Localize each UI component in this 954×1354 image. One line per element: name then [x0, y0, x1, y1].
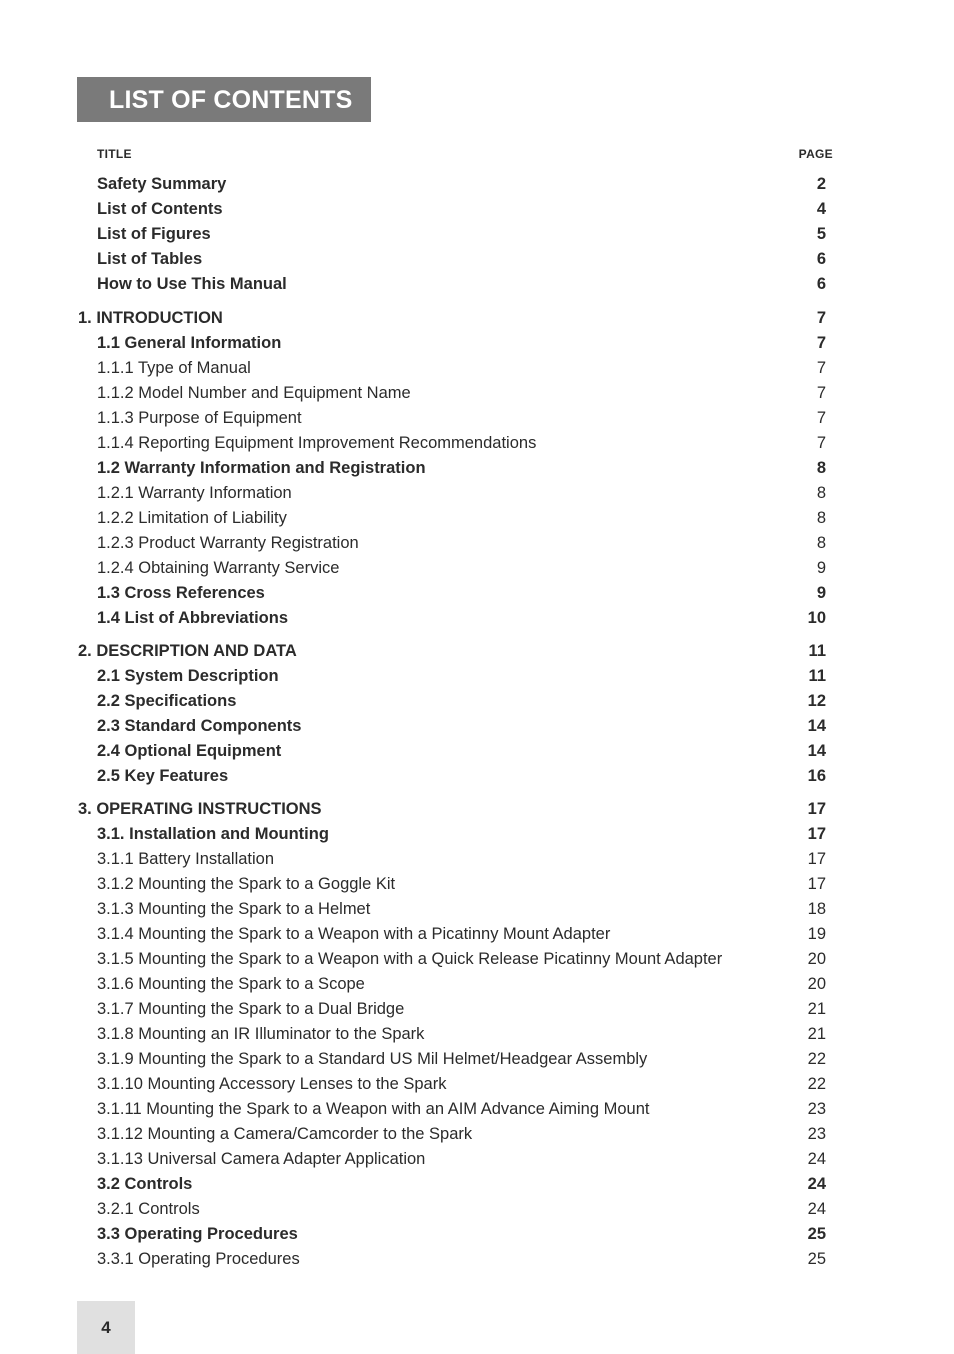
toc-entry-page: 2 [816, 175, 826, 193]
toc-entry[interactable] [0, 306, 954, 331]
toc-entry[interactable] [0, 847, 954, 872]
toc-entry[interactable] [0, 381, 954, 406]
toc-entry-page: 24 [807, 1150, 826, 1168]
toc-entry-page: 9 [816, 559, 826, 577]
toc-entry-page: 21 [807, 1000, 826, 1018]
toc-entry[interactable] [0, 431, 954, 456]
toc-entry-title: 2.5 Key Features [97, 767, 229, 785]
toc-entry-page: 22 [807, 1050, 826, 1068]
toc-entry-page: 10 [807, 609, 826, 627]
toc-entry[interactable] [0, 947, 954, 972]
toc-entry[interactable] [0, 639, 954, 664]
toc-entry[interactable] [0, 506, 954, 531]
toc-entry[interactable] [0, 822, 954, 847]
toc-entry[interactable] [0, 531, 954, 556]
toc-entry[interactable] [0, 739, 954, 764]
toc-entry[interactable] [0, 764, 954, 789]
toc-entry-title: 3.1.4 Mounting the Spark to a Weapon with a Picatinny Mount Adapter [97, 925, 611, 943]
toc-entry-title: 2.3 Standard Components [97, 717, 302, 735]
toc-entry-title: 1. INTRODUCTION [78, 309, 223, 327]
toc-entry[interactable] [0, 1097, 954, 1122]
toc-entry-title: 3.1.11 Mounting the Spark to a Weapon with an AIM Advance Aiming Mount [97, 1100, 650, 1118]
toc-entry-page: 17 [807, 800, 826, 818]
toc-entry-page: 16 [807, 767, 826, 785]
toc-entry[interactable] [0, 1197, 954, 1222]
toc-entry-title: List of Tables [97, 250, 203, 268]
toc-entry[interactable] [0, 922, 954, 947]
toc-entry-page: 7 [816, 384, 826, 402]
toc-entry[interactable] [0, 664, 954, 689]
toc-entry-title: 3.2.1 Controls [97, 1200, 200, 1218]
toc-entry-title: 3.1.1 Battery Installation [97, 850, 275, 868]
toc-entry-title: List of Contents [97, 200, 223, 218]
toc-entry[interactable] [0, 456, 954, 481]
toc-entry-page: 9 [816, 584, 826, 602]
toc-entry[interactable] [0, 797, 954, 822]
toc-entry-title: 1.2.3 Product Warranty Registration [97, 534, 359, 552]
toc-entry-title: 1.2.1 Warranty Information [97, 484, 292, 502]
toc-entry-title: 1.2 Warranty Information and Registration [97, 459, 426, 477]
toc-entry-title: 1.1.4 Reporting Equipment Improvement Recommendations [97, 434, 537, 452]
toc-entry-page: 11 [808, 667, 826, 685]
toc-entry[interactable] [0, 1147, 954, 1172]
toc-entry[interactable] [0, 872, 954, 897]
toc-entry-title: 3.1. Installation and Mounting [97, 825, 329, 843]
toc-entry-title: 1.1 General Information [97, 334, 282, 352]
toc-entry-title: 3.3.1 Operating Procedures [97, 1250, 300, 1268]
toc-entry-title: 1.2.2 Limitation of Liability [97, 509, 287, 527]
toc-entry-page: 8 [816, 509, 826, 527]
toc-entry-title: 3.1.9 Mounting the Spark to a Standard US Mil Helmet/Headgear Assembly [97, 1050, 648, 1068]
toc-entry-page: 7 [816, 434, 826, 452]
page-title: LIST OF CONTENTS [77, 77, 371, 122]
toc-entry-page: 8 [816, 534, 826, 552]
toc-entry-page: 5 [816, 225, 826, 243]
toc-entry-page: 18 [807, 900, 826, 918]
toc-entry-title: 1.3 Cross References [97, 584, 265, 602]
toc-entry-page: 7 [816, 334, 826, 352]
toc-entry-title: 3. OPERATING INSTRUCTIONS [78, 800, 322, 818]
toc-entry[interactable] [0, 1222, 954, 1247]
toc-entry[interactable] [0, 1172, 954, 1197]
toc-entry[interactable] [0, 356, 954, 381]
toc-entry-page: 17 [807, 850, 826, 868]
toc-entry-title: Safety Summary [97, 175, 227, 193]
toc-entry-page: 12 [807, 692, 826, 710]
toc-entry-title: 2.4 Optional Equipment [97, 742, 282, 760]
toc-entry[interactable] [0, 222, 954, 247]
toc-entry[interactable] [0, 972, 954, 997]
toc-entry[interactable] [0, 1072, 954, 1097]
toc-entry[interactable] [0, 247, 954, 272]
toc-entry-title: 3.1.12 Mounting a Camera/Camcorder to the Spark [97, 1125, 473, 1143]
table-of-contents [0, 172, 954, 1272]
toc-entry-title: 3.2 Controls [97, 1175, 193, 1193]
toc-entry[interactable] [0, 481, 954, 506]
toc-entry-title: 3.1.3 Mounting the Spark to a Helmet [97, 900, 371, 918]
toc-entry[interactable] [0, 1022, 954, 1047]
toc-entry[interactable] [0, 897, 954, 922]
toc-entry[interactable] [0, 1122, 954, 1147]
toc-entry-title: 1.1.3 Purpose of Equipment [97, 409, 302, 427]
toc-entry-page: 23 [807, 1100, 826, 1118]
toc-entry-page: 14 [807, 742, 826, 760]
toc-entry-page: 21 [807, 1025, 826, 1043]
toc-entry[interactable] [0, 689, 954, 714]
toc-entry-page: 8 [816, 484, 826, 502]
toc-entry-page: 24 [807, 1175, 826, 1193]
toc-entry-page: 17 [807, 875, 826, 893]
toc-entry-title: How to Use This Manual [97, 275, 287, 293]
toc-entry[interactable] [0, 556, 954, 581]
toc-entry-page: 6 [816, 250, 826, 268]
toc-entry-title: 1.1.1 Type of Manual [97, 359, 251, 377]
toc-entry-page: 11 [808, 642, 826, 660]
toc-entry[interactable] [0, 606, 954, 631]
toc-entry-title: 3.1.6 Mounting the Spark to a Scope [97, 975, 365, 993]
column-header-title: TITLE [97, 147, 132, 161]
toc-entry-page: 25 [807, 1250, 826, 1268]
toc-entry-title: 2.2 Specifications [97, 692, 237, 710]
toc-entry[interactable] [0, 197, 954, 222]
toc-entry-page: 23 [807, 1125, 826, 1143]
toc-entry-title: 3.1.8 Mounting an IR Illuminator to the Spark [97, 1025, 425, 1043]
toc-entry-page: 25 [807, 1225, 826, 1243]
toc-entry-page: 24 [807, 1200, 826, 1218]
toc-entry-page: 6 [816, 275, 826, 293]
toc-entry-page: 7 [816, 359, 826, 377]
toc-entry-title: 3.1.13 Universal Camera Adapter Application [97, 1150, 426, 1168]
toc-entry[interactable] [0, 172, 954, 197]
toc-entry-title: 2.1 System Description [97, 667, 279, 685]
toc-entry-title: 3.1.5 Mounting the Spark to a Weapon with a Quick Release Picatinny Mount Adapter [97, 950, 723, 968]
toc-entry-title: 3.1.10 Mounting Accessory Lenses to the Spark [97, 1075, 447, 1093]
toc-entry[interactable] [0, 997, 954, 1022]
toc-entry[interactable] [0, 331, 954, 356]
toc-entry-page: 7 [816, 409, 826, 427]
column-header-page: PAGE [798, 147, 833, 161]
toc-entry-title: 3.1.7 Mounting the Spark to a Dual Bridge [97, 1000, 405, 1018]
toc-entry-title: 1.2.4 Obtaining Warranty Service [97, 559, 340, 577]
toc-entry-page: 20 [807, 975, 826, 993]
toc-entry-page: 19 [807, 925, 826, 943]
toc-entry-title: 1.1.2 Model Number and Equipment Name [97, 384, 411, 402]
toc-entry-page: 14 [807, 717, 826, 735]
toc-entry-page: 17 [807, 825, 826, 843]
toc-entry[interactable] [0, 1047, 954, 1072]
toc-entry-page: 8 [816, 459, 826, 477]
toc-entry[interactable] [0, 714, 954, 739]
toc-entry-page: 7 [816, 309, 826, 327]
toc-entry-title: 2. DESCRIPTION AND DATA [78, 642, 297, 660]
page-number: 4 [77, 1301, 135, 1354]
toc-entry-title: List of Figures [97, 225, 211, 243]
toc-entry-title: 3.1.2 Mounting the Spark to a Goggle Kit [97, 875, 396, 893]
toc-entry-page: 22 [807, 1075, 826, 1093]
toc-entry-title: 1.4 List of Abbreviations [97, 609, 289, 627]
toc-entry[interactable] [0, 1247, 954, 1272]
toc-entry-page: 20 [807, 950, 826, 968]
toc-entry-page: 4 [816, 200, 826, 218]
toc-entry-title: 3.3 Operating Procedures [97, 1225, 298, 1243]
toc-entry[interactable] [0, 581, 954, 606]
toc-entry[interactable] [0, 406, 954, 431]
toc-entry[interactable] [0, 272, 954, 297]
